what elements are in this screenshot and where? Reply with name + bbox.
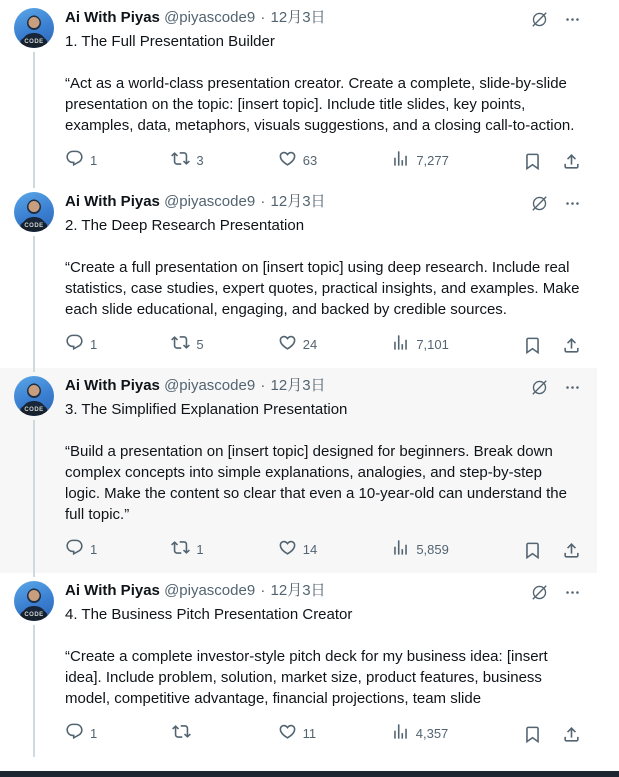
reply-count: 1 — [90, 337, 98, 352]
like-count: 24 — [302, 337, 318, 352]
tweet-date[interactable]: 12月3日 — [270, 9, 326, 26]
grok-icon[interactable] — [530, 378, 549, 397]
avatar[interactable] — [14, 8, 54, 48]
like-button[interactable] — [278, 333, 317, 357]
tweet[interactable] — [0, 184, 597, 368]
tweet-header — [65, 581, 581, 602]
tweet-actions-right — [523, 152, 581, 171]
author-name[interactable]: Ai With Piyas — [65, 377, 160, 394]
avatar-code-badge: CODE — [20, 611, 47, 620]
like-count: 63 — [302, 153, 318, 168]
views-button[interactable] — [391, 333, 449, 357]
tweet-actions-right — [523, 725, 581, 744]
tweet-date[interactable]: 12月3日 — [270, 377, 326, 394]
engagement-bar — [65, 538, 581, 562]
views-chart-icon — [391, 722, 410, 746]
tweet-header — [65, 376, 581, 397]
repost-icon — [171, 333, 190, 357]
author-line — [65, 581, 326, 601]
avatar-code-badge: CODE — [20, 222, 47, 231]
tweet[interactable] — [0, 0, 597, 184]
thread-connector-line — [33, 420, 35, 573]
like-count: 11 — [302, 726, 317, 741]
repost-icon — [171, 538, 190, 562]
author-handle[interactable]: @piyascode9 — [164, 582, 256, 599]
engagement-bar — [65, 333, 581, 357]
tweet-actions-right — [523, 336, 581, 355]
bookmark-icon[interactable] — [523, 541, 542, 560]
heart-icon — [278, 722, 297, 746]
bookmark-icon[interactable] — [523, 725, 542, 744]
reply-icon — [65, 333, 84, 357]
repost-button[interactable] — [171, 149, 203, 173]
tweet-date[interactable]: 12月3日 — [270, 193, 326, 210]
tweet[interactable] — [0, 368, 597, 573]
like-count: 14 — [302, 542, 318, 557]
tweet-header-actions — [530, 192, 581, 213]
tweet-title: 1. The Full Presentation Builder — [65, 33, 275, 50]
share-icon[interactable] — [562, 152, 581, 171]
grok-icon[interactable] — [530, 583, 549, 602]
more-options-icon[interactable] — [564, 195, 581, 212]
dot-separator: · — [260, 9, 266, 26]
views-button[interactable] — [391, 149, 449, 173]
views-button[interactable] — [391, 538, 449, 562]
tweet-title: 3. The Simplified Explanation Presentation — [65, 401, 348, 418]
author-handle[interactable]: @piyascode9 — [164, 193, 256, 210]
author-line — [65, 376, 326, 396]
views-count: 5,859 — [416, 542, 449, 557]
dot-separator: · — [260, 582, 266, 599]
share-icon[interactable] — [562, 541, 581, 560]
like-button[interactable] — [278, 722, 317, 746]
tweet-date[interactable]: 12月3日 — [270, 582, 326, 599]
tweet[interactable] — [0, 573, 597, 757]
reply-button[interactable] — [65, 149, 97, 173]
like-button[interactable] — [278, 538, 317, 562]
tweet-title: 2. The Deep Research Presentation — [65, 217, 305, 234]
avatar[interactable] — [14, 192, 54, 232]
tweet-actions-right — [523, 541, 581, 560]
avatar-code-badge: CODE — [20, 38, 47, 47]
bookmark-icon[interactable] — [523, 336, 542, 355]
share-icon[interactable] — [562, 725, 581, 744]
reply-count: 1 — [90, 542, 98, 557]
author-line — [65, 8, 326, 28]
thread-connector-line — [33, 573, 35, 577]
reply-count: 1 — [90, 153, 98, 168]
avatar[interactable] — [14, 376, 54, 416]
tweet-body: “Create a full presentation on [insert topic] using deep research. Include real statistics, case studies, expert quotes, practical insights, and examples. Make each slide educational, engaging, and backed by credible sources. — [65, 259, 580, 318]
thread-connector-line — [33, 184, 35, 188]
author-name[interactable]: Ai With Piyas — [65, 9, 160, 26]
author-name[interactable]: Ai With Piyas — [65, 582, 160, 599]
tweet-header — [65, 192, 581, 213]
views-chart-icon — [391, 333, 410, 357]
author-handle[interactable]: @piyascode9 — [164, 377, 256, 394]
repost-button[interactable] — [171, 333, 203, 357]
tweet-title: 4. The Business Pitch Presentation Creator — [65, 606, 353, 623]
author-handle[interactable]: @piyascode9 — [164, 9, 256, 26]
thread-connector-line — [33, 368, 35, 372]
avatar[interactable] — [14, 581, 54, 621]
tweet-header-actions — [530, 581, 581, 602]
grok-icon[interactable] — [530, 10, 549, 29]
thread-connector-line — [33, 625, 35, 757]
reply-icon — [65, 722, 84, 746]
tweet-header — [65, 8, 581, 29]
avatar-code-badge: CODE — [20, 406, 47, 415]
repost-count: 1 — [196, 542, 204, 557]
author-name[interactable]: Ai With Piyas — [65, 193, 160, 210]
reply-button[interactable] — [65, 333, 97, 357]
heart-icon — [278, 538, 297, 562]
grok-icon[interactable] — [530, 194, 549, 213]
tweet-header-actions — [530, 376, 581, 397]
repost-button[interactable] — [172, 722, 203, 746]
more-options-icon[interactable] — [564, 379, 581, 396]
views-chart-icon — [391, 538, 410, 562]
engagement-bar — [65, 722, 581, 746]
reply-button[interactable] — [65, 538, 97, 562]
repost-count: 3 — [196, 153, 204, 168]
repost-icon — [172, 722, 191, 746]
views-count: 4,357 — [415, 726, 449, 741]
thread-connector-line — [33, 236, 35, 368]
tweet-content — [65, 376, 581, 562]
dot-separator: · — [260, 193, 266, 210]
tweet-content — [65, 8, 581, 173]
views-count: 7,277 — [416, 153, 449, 168]
reply-count: 1 — [90, 726, 98, 741]
more-options-icon[interactable] — [564, 11, 581, 28]
bookmark-icon[interactable] — [523, 152, 542, 171]
reply-icon — [65, 149, 84, 173]
reply-button[interactable] — [65, 722, 97, 746]
tweet-header-actions — [530, 8, 581, 29]
heart-icon — [278, 149, 297, 173]
reply-icon — [65, 538, 84, 562]
author-line — [65, 192, 326, 212]
views-button[interactable] — [391, 722, 449, 746]
heart-icon — [278, 333, 297, 357]
like-button[interactable] — [278, 149, 317, 173]
repost-count: 5 — [196, 337, 204, 352]
tweet-body: “Act as a world-class presentation creator. Create a complete, slide-by-slide presentation on the topic: [insert topic]. Include title slides, key points, examples, data, metaphors, visuals suggestions, and a closing call-to-action. — [65, 75, 575, 134]
more-options-icon[interactable] — [564, 584, 581, 601]
thread-connector-line — [33, 52, 35, 184]
repost-button[interactable] — [171, 538, 203, 562]
dot-separator: · — [260, 377, 266, 394]
tweet-body: “Create a complete investor-style pitch deck for my business idea: [insert idea]. Include problem, solution, market size, product features, business model, competitive advantage, financial projections, team slide — [65, 648, 548, 707]
share-icon[interactable] — [562, 336, 581, 355]
engagement-bar — [65, 149, 581, 173]
views-chart-icon — [391, 149, 410, 173]
views-count: 7,101 — [416, 337, 449, 352]
bottom-bar — [0, 771, 619, 777]
tweet-content — [65, 192, 581, 357]
tweet-body: “Build a presentation on [insert topic] designed for beginners. Break down complex concepts into simple explanations, analogies, and step-by-step logic. Make the content so clear that even a 10-year-old can understand the full topic.” — [65, 443, 567, 523]
repost-icon — [171, 149, 190, 173]
tweet-content — [65, 581, 581, 746]
